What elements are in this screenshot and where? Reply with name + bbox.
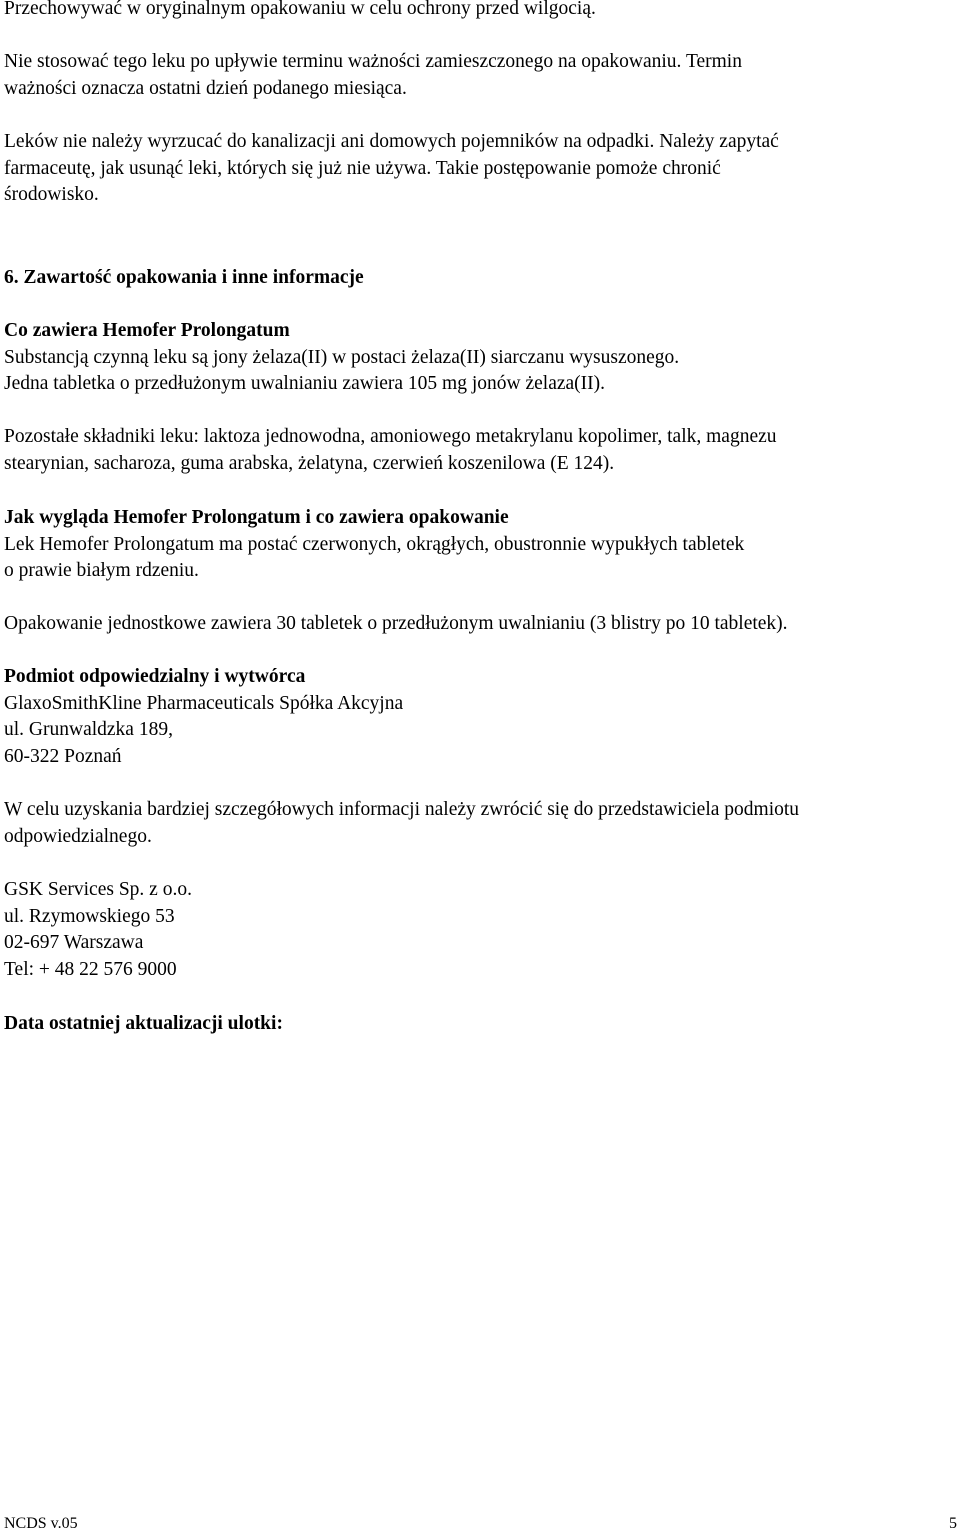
other-ingredients-line-1: Pozostałe składniki leku: laktoza jednowodna, amoniowego metakrylanu kopolimer, talk, magnezu [4,426,777,447]
pack-paragraph [4,611,954,638]
contents-block [4,318,954,398]
holder-name: GlaxoSmithKline Pharmaceuticals Spółka Akcyjna [4,692,404,714]
holder-heading: Podmiot odpowiedzialny i wytwórca [4,666,306,687]
disposal-line-2: farmaceutę, jak usunąć leki, których się już nie używa. Takie postępowanie pomoże chronić [4,157,721,179]
expiry-line-1: Nie stosować tego leku po upływie terminu ważności zamieszczonego na opakowaniu. Termin [4,51,742,72]
disposal-line-1: Leków nie należy wyrzucać do kanalizacji ani domowych pojemników na odpadki. Należy zapytać [4,131,779,152]
contact-line-1: W celu uzyskania bardziej szczegółowych informacji należy zwrócić się do przedstawiciela podmiotu [4,799,800,820]
update-date-heading: Data ostatniej aktualizacji ulotki: [4,1013,283,1034]
appearance-line-1: Lek Hemofer Prolongatum ma postać czerwonych, okrągłych, obustronnie wypukłych tabletek [4,533,745,555]
expiry-paragraph [4,49,954,102]
storage-line-1: Przechowywać w oryginalnym opakowaniu w celu ochrony przed wilgocią. [4,0,596,19]
rep-city: 02-697 Warszawa [4,932,144,953]
footer-page-number: 5 [949,1515,957,1532]
holder-city: 60-322 Poznań [4,745,122,767]
holder-street: ul. Grunwaldzka 189, [4,719,173,740]
disposal-line-3: środowisko. [4,184,99,205]
rep-name: GSK Services Sp. z o.o. [4,879,192,900]
footer-version: NCDS v.05 [4,1515,78,1532]
section-6-heading: 6. Zawartość opakowania i inne informacje [4,267,364,288]
rep-street: ul. Rzymowskiego 53 [4,905,175,927]
expiry-line-2: ważności oznacza ostatni dzień podanego miesiąca. [4,77,407,99]
pack-line-1: Opakowanie jednostkowe zawiera 30 tabletek o przedłużonym uwalnianiu (3 blistry po 10 tabletek). [4,613,788,634]
other-ingredients-line-2: stearynian, sacharoza, guma arabska, żelatyna, czerwień koszenilowa (E 124). [4,452,615,474]
contents-heading: Co zawiera Hemofer Prolongatum [4,320,290,341]
holder-block [4,664,954,770]
active-substance-line-1: Substancją czynną leku są jony żelaza(II) w postaci żelaza(II) siarczanu wysuszonego. [4,346,680,368]
disposal-paragraph [4,129,954,209]
appearance-block [4,505,954,585]
storage-paragraph [4,0,954,23]
contact-paragraph [4,797,954,850]
contact-line-2: odpowiedzialnego. [4,825,152,847]
appearance-heading: Jak wygląda Hemofer Prolongatum i co zawiera opakowanie [4,507,509,528]
active-substance-line-2: Jedna tabletka o przedłużonym uwalnianiu zawiera 105 mg jonów żelaza(II). [4,373,606,394]
rep-phone: Tel: + 48 22 576 9000 [4,958,177,980]
appearance-line-2: o prawie białym rdzeniu. [4,560,199,581]
other-ingredients-paragraph [4,424,954,477]
representative-block [4,877,954,983]
